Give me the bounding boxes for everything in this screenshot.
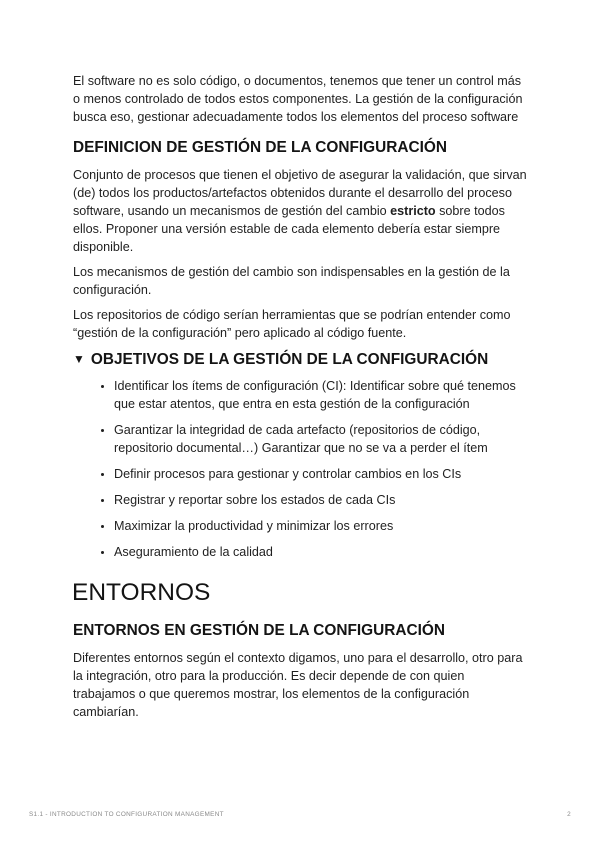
definicion-paragraph-3: Los repositorios de código serían herramientas que se podrían entender como “gestión de la configuración” pero aplicado al código fuente. — [73, 308, 511, 340]
list-item: • Identificar los ítems de configuración (CI): Identificar sobre qué tenemos que estar atentos, que entra en esta gestión de la configuración — [114, 377, 530, 413]
page-content — [73, 72, 530, 728]
definicion-text-end: sobre todos ellos. Proponer una versión estable de cada elemento debería estar siempre disponible. — [73, 204, 505, 254]
intro-paragraph: El software no es solo código, o documentos, tenemos que tener un control más o menos controlado de todos estos componentes. La gestión de la configuración busca eso, gestionar adecuadamente todos los elementos del proceso software — [73, 74, 523, 124]
footer-title: S1.1 - INTRODUCTION TO CONFIGURATION MANAGEMENT — [29, 811, 224, 818]
triangle-down-icon[interactable]: ▼ — [73, 352, 85, 366]
definicion-paragraph-2: Los mecanismos de gestión del cambio son indispensables en la gestión de la configuración. — [73, 265, 510, 297]
list-item: • Registrar y reportar sobre los estados de cada CIs — [114, 491, 530, 509]
list-item: • Aseguramiento de la calidad — [114, 543, 530, 561]
definicion-heading: DEFINICION DE GESTIÓN DE LA CONFIGURACIÓN — [73, 139, 447, 156]
objetivos-heading-text: OBJETIVOS DE LA GESTIÓN DE LA CONFIGURACIÓN — [90, 351, 489, 368]
list-item: • Garantizar la integridad de cada artefacto (repositorios de código, repositorio documental…) Garantizar que no se va a perder el ítem — [114, 421, 530, 457]
objetivos-toggle-heading[interactable] — [73, 349, 530, 371]
definicion-text-start: Conjunto de procesos que tienen el objetivo de asegurar la validación, que sirvan (de) todos los productos/artefactos obtenidos durante el desarrollo del proceso software, usando un mecanismos de gestión del cambio — [73, 168, 527, 218]
list-item: • Definir procesos para gestionar y controlar cambios en los CIs — [114, 465, 530, 483]
objetivos-list — [97, 377, 530, 561]
definicion-paragraph-1 — [73, 166, 530, 256]
list-item: • Maximizar la productividad y minimizar los errores — [114, 517, 530, 535]
definicion-bold-word: estricto — [390, 204, 436, 218]
entornos-paragraph: Diferentes entornos según el contexto digamos, uno para el desarrollo, otro para la integración, otro para la producción. Es decir depende de con quien trabajamos o que queremos mostrar, los elementos de la configuración cambiarían. — [73, 651, 523, 719]
entornos-title: ENTORNOS — [72, 579, 211, 606]
page-footer — [29, 811, 571, 818]
page-number: 2 — [567, 811, 571, 818]
entornos-subheading: ENTORNOS EN GESTIÓN DE LA CONFIGURACIÓN — [73, 622, 445, 639]
